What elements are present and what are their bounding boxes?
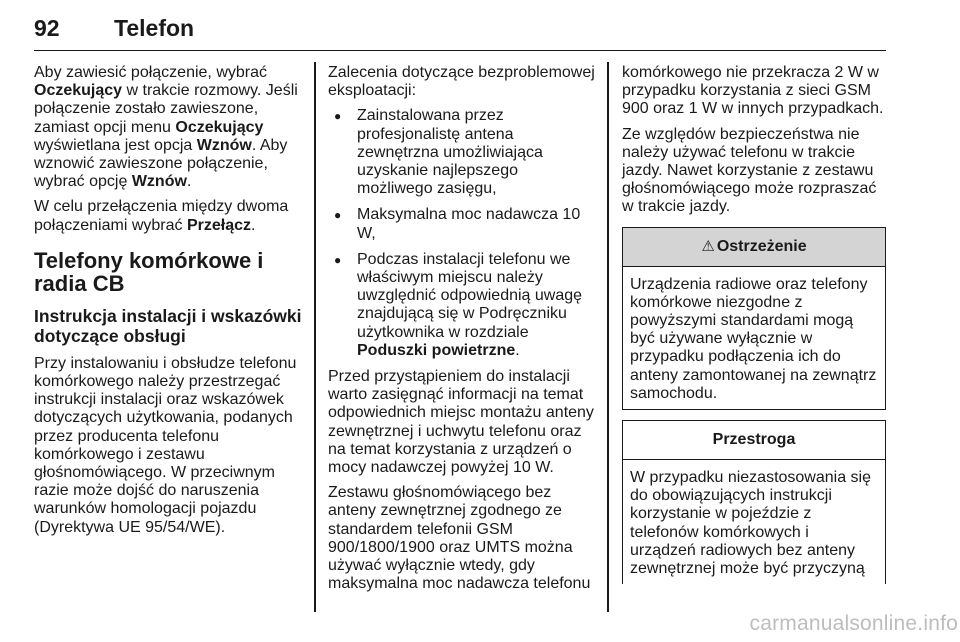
column-left [34,64,302,544]
column-middle [328,64,596,600]
list-item: ● Zainstalowana przez profesjonalistę antena zewnętrzna umożliwiająca uzyskanie najlepszego możliwego zasięgu, [328,107,596,198]
column-right [622,64,886,594]
page-number: 92 [34,15,60,41]
warning-triangle-icon: ⚠ [701,237,715,255]
paragraph-installation: Przy instalowaniu i obsłudze telefonu komórkowego należy przestrzegać instrukcji instalacji oraz wskazówek dotyczących użytkowania, podanych przez producenta telefonu komórkowego i zestawu głośnomówiącego. W przeciwnym razie może dojść do naruszenia warunków homologacji pojazdu (Dyrektywa UE 95/54/WE). [34,354,297,536]
paragraph-recommendations: Zalecenia dotyczące bezproblemowej eksploatacji: [328,64,595,100]
paragraph-safety: Ze względów bezpieczeństwa nie należy używać telefonu w trakcie jazdy. Nawet korzystanie z zestawu głośnomówiącego może rozpraszać w trakcie jazdy. [622,125,877,216]
column-divider-left [314,62,316,612]
paragraph-switch-call [34,198,302,234]
chapter-title: Telefon [114,15,195,41]
warning-box [622,227,886,410]
text: . [515,341,520,359]
text: w trakcie rozmowy. Jeśli połączenie zostało zawieszone, zamiast opcji menu [34,82,298,136]
warning-body: Urządzenia radiowe oraz telefony komórkowe niezgodne z powyższymi standardami mogą być używane wyłącznie w przypadku podłączenia ich do anteny zamontowanej na zewnątrz samochodu. [630,275,877,402]
menu-term-resume: Wznów [196,136,252,154]
paragraph-handsfree: Zestawu głośnomówiącego bez anteny zewnętrznej zgodnego ze standardem telefonii GSM 900/1800/1900 oraz UMTS można używać wyłącznie wtedy, gdy maksymalna moc nadawcza telefonu [328,484,591,593]
text: . Aby wznowić zawieszone połączenie, wybrać opcję [34,136,288,191]
text: . [251,216,256,234]
text: Aby zawiesić połączenie, wybrać [34,64,267,81]
list-item [328,251,596,360]
paragraph-before-install: Przed przystąpieniem do instalacji warto zasięgnąć informacji na temat odpowiednich miejsc montażu anteny zewnętrznej i uchwytu telefonu oraz na temat korzystania z urządzeń o mocy nadawczej powyżej 10 W. [328,368,594,477]
menu-term-hold: Oczekujący [34,82,123,100]
text: wyświetlana jest opcja [34,136,197,154]
text: W celu przełączenia między dwoma połączeniami wybrać [34,198,289,234]
column-divider-right [607,62,609,612]
page-header [34,14,886,51]
caution-header: Przestroga [623,421,885,460]
recommendation-list [328,107,596,360]
text: . [186,173,192,191]
cross-reference-airbags: Poduszki powietrzne [357,341,516,359]
watermark: carmanualsonline.info [749,612,958,635]
menu-term-hold: Oczekujący [175,118,264,136]
section-heading: Telefony komórkowe i radia CB [34,247,264,296]
paragraph-power-limit: komórkowego nie przekracza 2 W w przypadku korzystania z sieci GSM 900 oraz 1 W w innych przypadkach. [622,64,884,118]
warning-header [623,228,885,267]
menu-term-resume: Wznów [131,173,187,191]
caution-body: W przypadku niezastosowania się do obowiązujących instrukcji korzystanie w pojeździe z telefonów komórkowych i urządzeń radiowych bez anteny zewnętrznej może być przyczyną [630,469,872,578]
paragraph-hold-call [34,64,302,191]
warning-title: Ostrzeżenie [716,237,807,255]
text: Podczas instalacji telefonu we właściwym miejscu należy uwzględnić odpowiednią uwagę znajdującą się w Podręczniku użytkownika w rozdziale [357,250,583,341]
menu-term-switch: Przełącz [186,216,251,234]
list-item: ● Maksymalna moc nadawcza 10 W, [328,206,596,242]
caution-box [622,420,886,584]
sub-heading: Instrukcja instalacji i wskazówki dotyczące obsługi [34,305,302,346]
